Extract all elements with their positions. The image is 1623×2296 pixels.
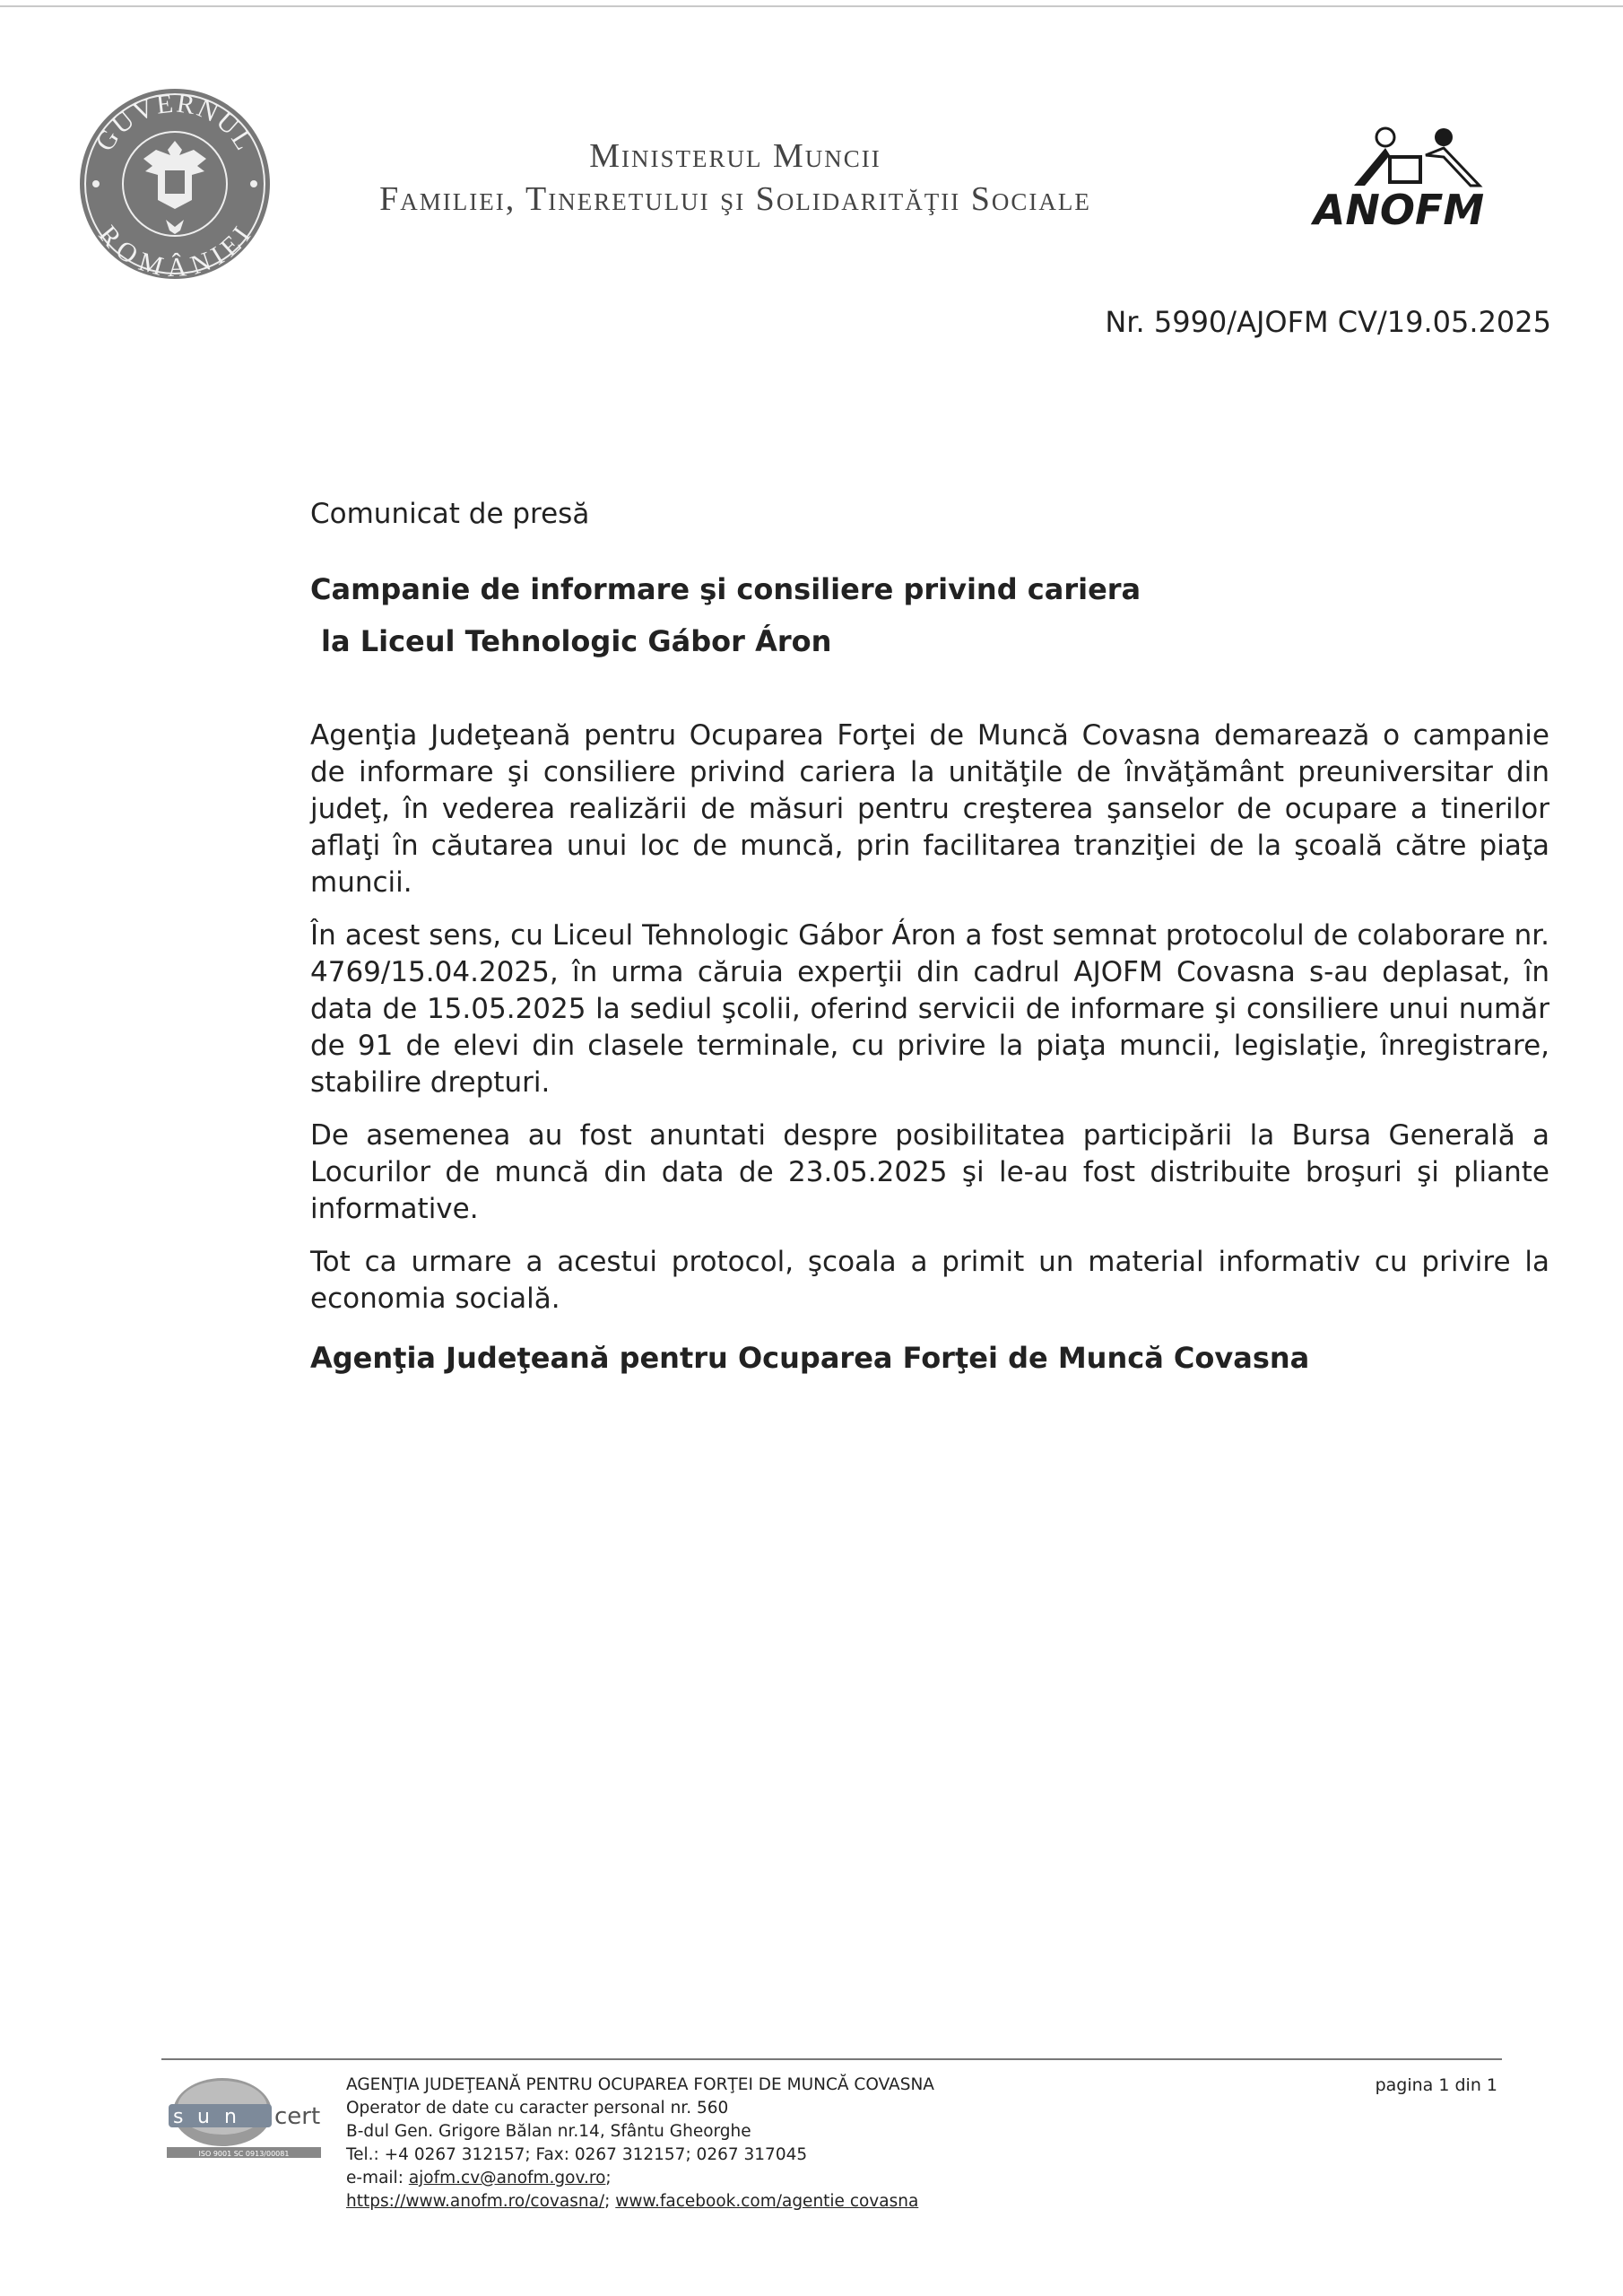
document-title: [310, 563, 1476, 667]
email-link[interactable]: ajofm.cv@anofm.gov.ro: [408, 2169, 606, 2187]
svg-text:s: s: [173, 2106, 184, 2128]
footer-rule: [161, 2058, 1502, 2060]
facebook-link[interactable]: www.facebook.com/agentie covasna: [615, 2192, 919, 2211]
footer-email-row: [346, 2167, 934, 2190]
cert-numbers: ISO 9001 SC 0913/00081: [198, 2150, 290, 2158]
paragraph: Tot ca urmare a acestui protocol, şcoala a primit un material informativ cu privire la economia socială.: [310, 1246, 1549, 1315]
title-line2: la Liceul Tehnologic Gábor Áron: [321, 624, 832, 658]
footer-contact: [346, 2074, 934, 2213]
ministry-header: [305, 135, 1166, 221]
reference-number: Nr. 5990/AJOFM CV/19.05.2025: [1105, 305, 1551, 339]
svg-text:ROMÂNIEI: ROMÂNIEI: [92, 220, 258, 283]
footer-phones: Tel.: +4 0267 312157; Fax: 0267 312157; 0267 317045: [346, 2145, 808, 2164]
footer-agency-name: AGENŢIA JUDEŢEANĂ PENTRU OCUPAREA FORŢEI DE MUNCĂ COVASNA: [346, 2075, 934, 2094]
paragraph: De asemenea au fost anuntati despre posibilitatea participării la Bursa Generală a Locurilor de muncă din data de 23.05.2025 şi le-au fost distribuite broşuri şi pliante informative.: [310, 1119, 1549, 1225]
page-number: pagina 1 din 1: [1375, 2075, 1497, 2095]
email-label: e-mail:: [346, 2169, 409, 2187]
svg-text:GUVERNUL: GUVERNUL: [90, 88, 260, 157]
svg-text:u: u: [197, 2106, 210, 2128]
website-link[interactable]: https://www.anofm.ro/covasna/: [346, 2192, 605, 2211]
svg-text:cert: cert: [274, 2103, 321, 2130]
footer-links-row: [346, 2190, 934, 2213]
paragraph: Agenţia Judeţeană pentru Ocuparea Forţei de Muncă Covasna demarează o campanie de informare şi consiliere privind cariera la unităţile de învăţământ preuniversitar din judeţ, în vederea realizării de măsuri pentru creşterea şanselor de ocupare a tinerilor aflaţi în căutarea unui loc de muncă, prin facilitarea tranziţiei de la şcoală către piaţa muncii.: [310, 719, 1549, 899]
government-seal-logo: [76, 85, 273, 283]
anofm-logo-text: ANOFM: [1313, 186, 1485, 234]
footer-address: B-dul Gen. Grigore Bălan nr.14, Sfântu Gheorghe: [346, 2122, 751, 2141]
ministry-name-line1: Ministerul Muncii: [589, 137, 881, 175]
top-rule: [0, 5, 1623, 7]
signature-agency: Agenţia Judeţeană pentru Ocuparea Forţei de Muncă Covasna: [310, 1341, 1310, 1375]
document-type: Comunicat de presă: [310, 498, 590, 530]
svg-text:n: n: [224, 2106, 237, 2128]
links-separator: ;: [604, 2192, 616, 2211]
title-line1: Campanie de informare şi consiliere privind cariera: [310, 572, 1141, 606]
anofm-logo: [1300, 121, 1497, 238]
email-suffix: ;: [605, 2169, 612, 2187]
footer-operator: Operator de date cu caracter personal nr. 560: [346, 2099, 729, 2118]
document-body: [310, 718, 1549, 1334]
ministry-name-line2: Familiei, Tineretului şi Solidarităţii Sociale: [379, 180, 1091, 218]
suncert-logo: [160, 2072, 330, 2161]
paragraph: În acest sens, cu Liceul Tehnologic Gábor Áron a fost semnat protocolul de colaborare nr. 4769/15.04.2025, în urma căruia experţii din cadrul AJOFM Covasna s-au deplasat, în data de 15.05.2025 la sediul şcolii, oferind servicii de informare şi consiliere unui număr de 91 de elevi din clasele terminale, cu privire la piaţa muncii, legislaţie, înregistrare, stabilire drepturi.: [310, 919, 1549, 1099]
